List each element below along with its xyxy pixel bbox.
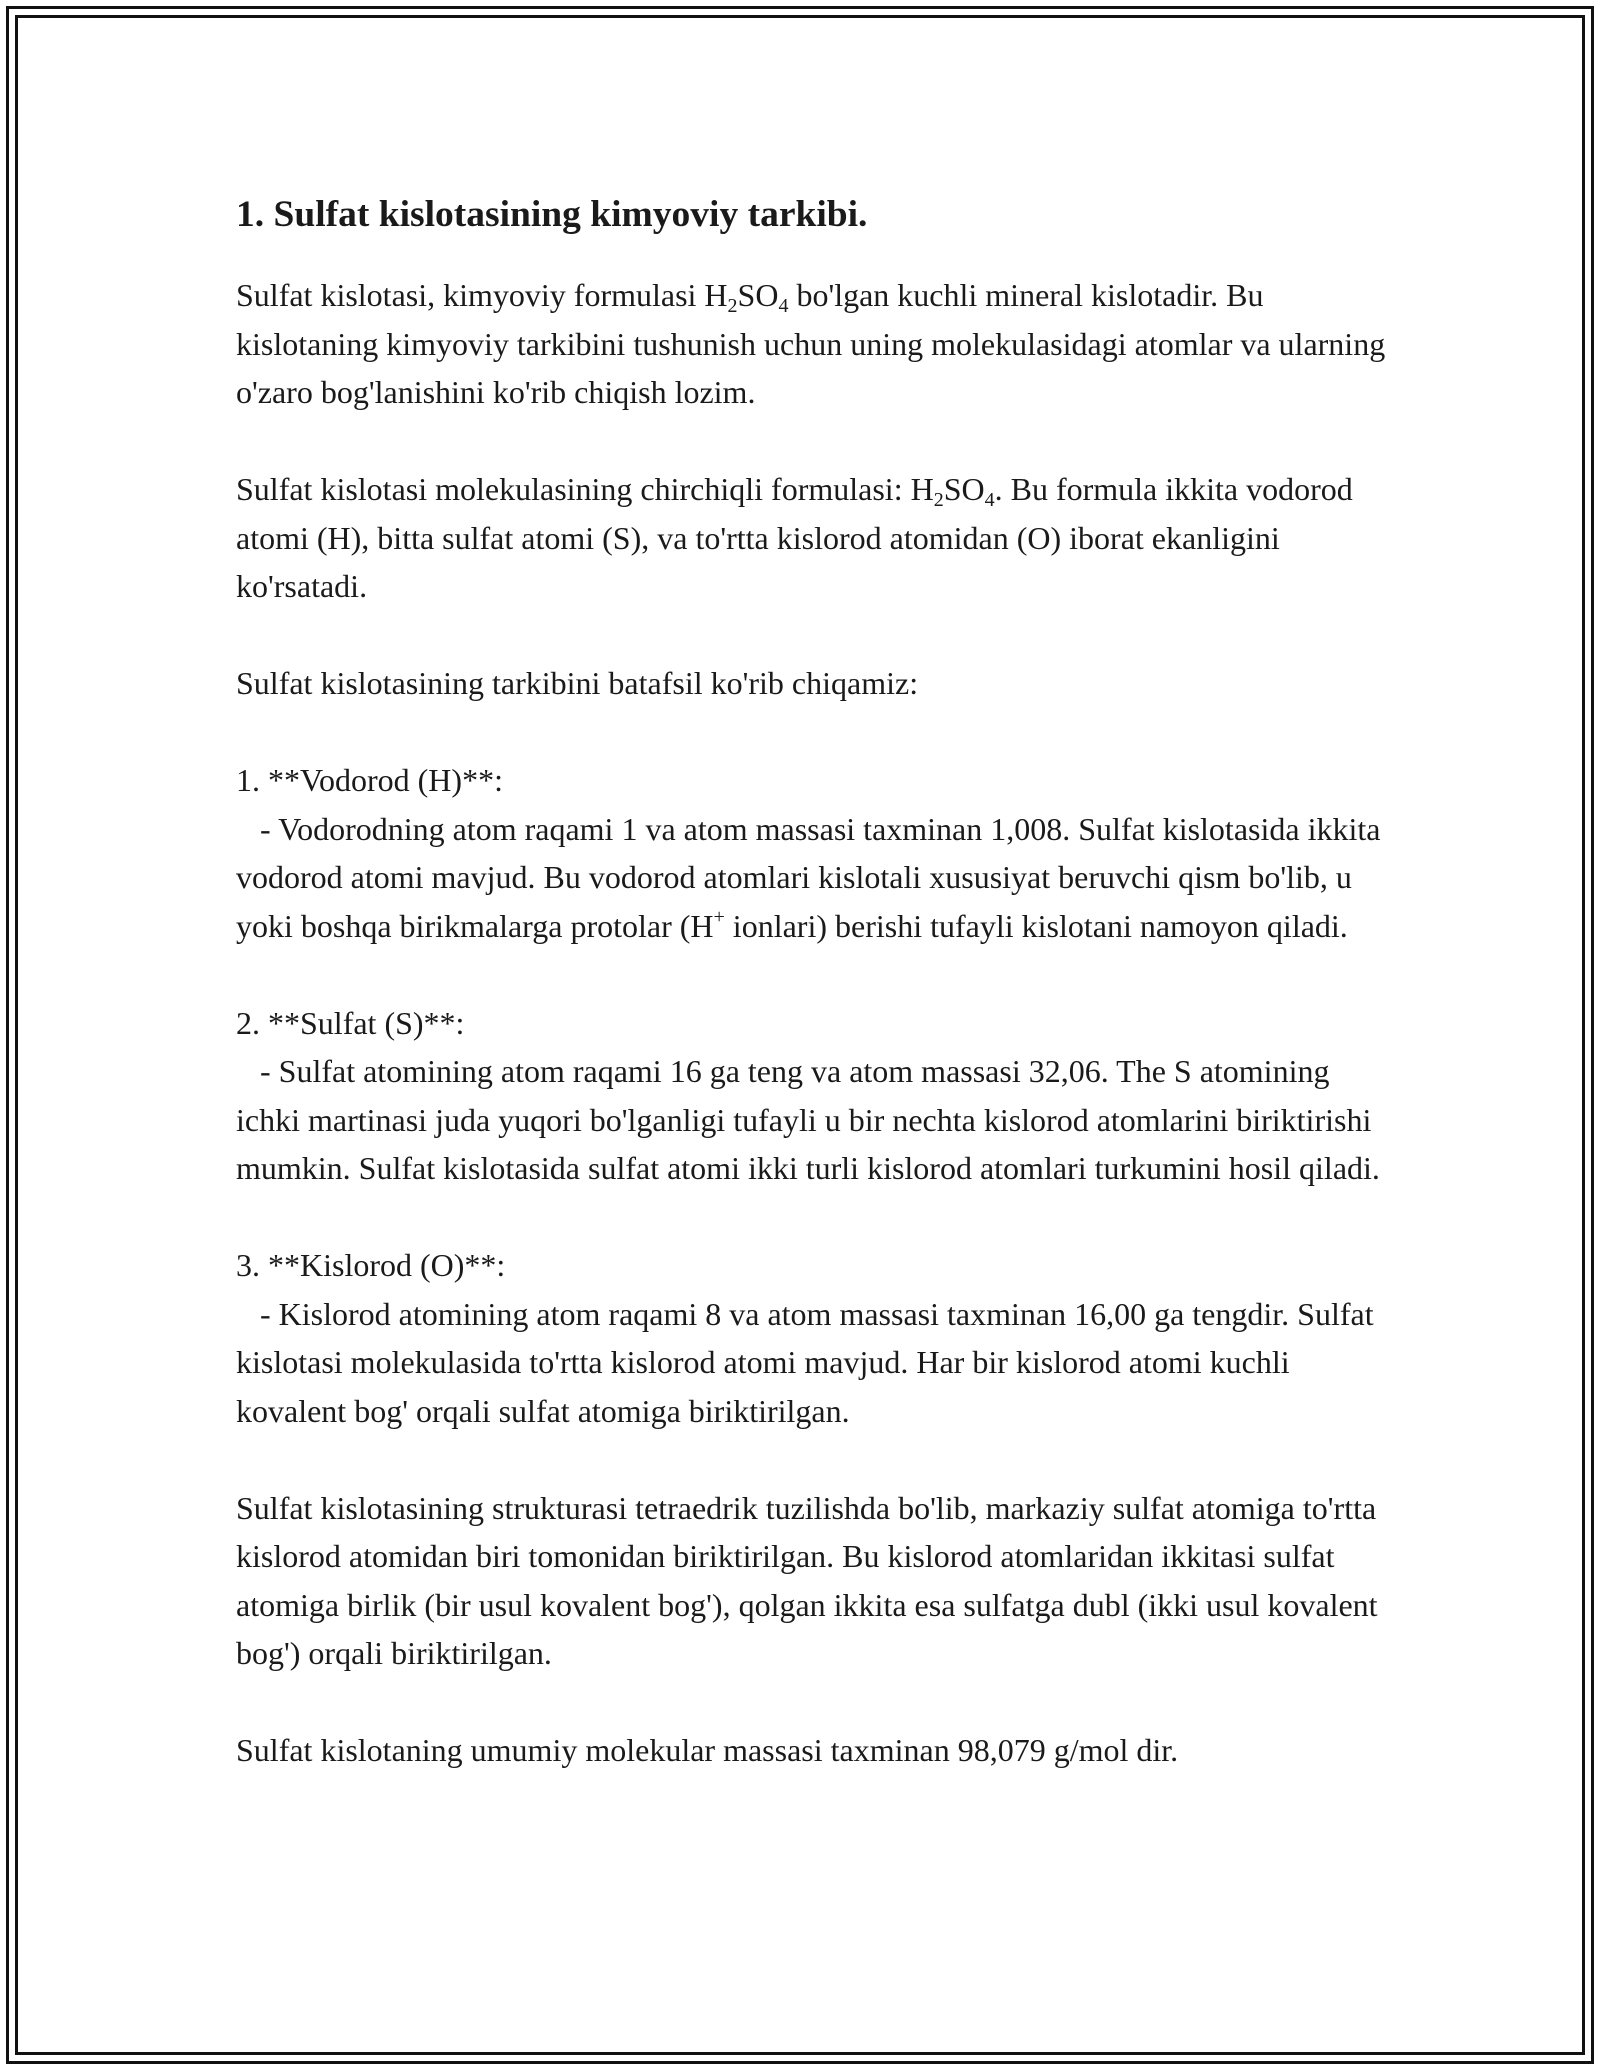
superscript-plus: + <box>713 905 725 928</box>
intro-text-a: Sulfat kislotasi, kimyoviy formulasi H <box>236 277 728 313</box>
list-bullet: - <box>236 1053 279 1089</box>
list-item-text-b: ionlari) berishi tufayli kislotani namoyon qiladi. <box>724 907 1348 944</box>
subscript-4: 4 <box>984 489 995 511</box>
intro-paragraph <box>236 271 1396 417</box>
list-item-text-a: Vodorodning atom raqami 1 va atom massasi taxminan 1,008. Sulfat kislotasida ikkita vodorod atomi mavjud. Bu vodorod atomlari kislotali xususiyat beruvchi qism bo'lib, u yoki boshqa birikmalarga protolar (H <box>236 810 1381 944</box>
formula-text-c: . Bu formula ikkita vodorod atomi (H), bitta sulfat atomi (S), va to'rtta kislorod atomidan (O) iborat ekanligini ko'rsatadi. <box>236 471 1353 604</box>
document-body <box>236 187 1396 1775</box>
molar-mass-paragraph: Sulfat kislotaning umumiy molekular massasi taxminan 98,079 g/mol dir. <box>236 1732 1179 1768</box>
subscript-4: 4 <box>778 295 789 317</box>
list-item-heading: 1. **Vodorod (H)**: <box>236 762 503 798</box>
list-item-heading: 2. **Sulfat (S)**: <box>236 1004 465 1041</box>
intro-text-b: SO <box>737 277 779 313</box>
list-item-text: Sulfat atomining atom raqami 16 ga teng va atom massasi 32,06. The S atomining ichki martinasi juda yuqori bo'lganligi tufayli u bir nechta kislorod atomlarini biriktirishi mumkin. Sulfat kislotasida sulfat atomi ikki turli kislorod atomlari turkumini hosil qiladi. <box>236 1053 1380 1186</box>
list-item-text: Kislorod atomining atom raqami 8 va atom massasi taxminan 16,00 ga tengdir. Sulfat kislotasi molekulasida to'rtta kislorod atomi mavjud. Har bir kislorod atomi kuchli kovalent bog' orqali sulfat atomiga biriktirilgan. <box>236 1295 1374 1429</box>
structure-paragraph: Sulfat kislotasining strukturasi tetraedrik tuzilishda bo'lib, markaziy sulfat atomiga to'rtta kislorod atomidan biri tomonidan biriktirilgan. Bu kislorod atomlaridan ikkitasi sulfat atomiga birlik (bir usul kovalent bog'), qolgan ikkita esa sulfatga dubl (ikki usul kovalent bog') orqali biriktirilgan. <box>236 1489 1378 1671</box>
intro-text-c: bo'lgan kuchli mineral kislotadir. Bu kislotaning kimyoviy tarkibini tushunish uchun uning molekulasidagi atomlar va ularning o'zaro bog'lanishini ko'rib chiqish lozim. <box>236 277 1386 410</box>
overview-paragraph: Sulfat kislotasining tarkibini batafsil ko'rib chiqamiz: <box>236 665 919 701</box>
list-item-hydrogen <box>236 756 1396 950</box>
list-bullet: - <box>236 1295 279 1332</box>
list-item-sulfur <box>236 999 1396 1193</box>
subscript-2: 2 <box>727 295 738 317</box>
list-bullet: - <box>236 810 279 847</box>
list-item-heading: 3. **Kislorod (O)**: <box>236 1247 506 1283</box>
list-item-oxygen <box>236 1241 1396 1435</box>
formula-paragraph <box>236 465 1396 611</box>
formula-text-b: SO <box>943 471 985 507</box>
subscript-2: 2 <box>933 489 944 511</box>
formula-text-a: Sulfat kislotasi molekulasining chirchiqli formulasi: H <box>236 471 934 507</box>
section-heading: 1. Sulfat kislotasining kimyoviy tarkibi. <box>236 194 868 235</box>
